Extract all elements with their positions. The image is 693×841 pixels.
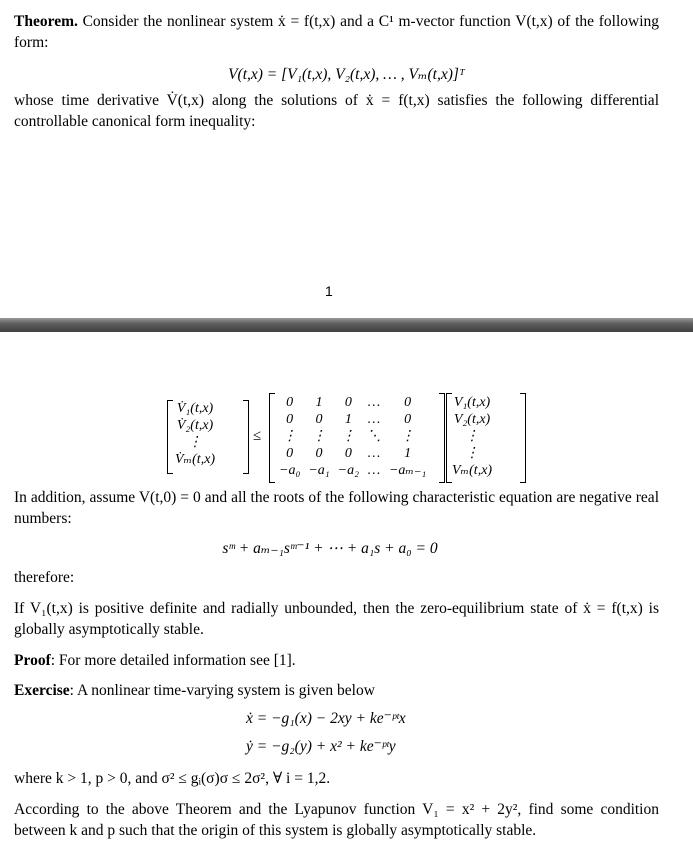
matrix-cell: 0 xyxy=(344,446,352,461)
page-number: 1 xyxy=(325,283,333,299)
matrix-cell: ⋮ xyxy=(400,429,415,444)
addition-paragraph: In addition, assume V(t,0) = 0 and all the roots of the following characteristic equation are negative real numbers: xyxy=(14,489,659,527)
matrix-cell: ⋮ xyxy=(341,429,356,444)
matrix-cell: … xyxy=(367,412,381,427)
matrix-cell: 1 xyxy=(404,446,412,461)
matrix-cell: 0 xyxy=(315,446,323,461)
matrix-cell: … xyxy=(367,446,381,461)
proof-text: : For more detailed information see [1]. xyxy=(50,652,296,669)
exercise-label: Exercise xyxy=(14,682,70,699)
matrix-cell: 0 xyxy=(286,412,294,427)
lhs-entry: ⋮ xyxy=(188,435,203,450)
rhs-entry: V₂(t,x) xyxy=(453,412,491,427)
system-equation-1: ẋ = −g₁(x) − 2xy + ke⁻ᵖᵗx xyxy=(246,710,406,727)
rhs-entry: V₁(t,x) xyxy=(453,395,491,410)
matrix-cell: −a₂ xyxy=(337,463,359,478)
matrix-cell: 0 xyxy=(286,395,294,410)
rhs-entry: ⋮ xyxy=(465,429,480,444)
rhs-bracket-right xyxy=(520,393,526,483)
theorem-statement xyxy=(14,11,659,53)
lhs-entry: V̇ₘ(t,x) xyxy=(175,452,216,467)
matrix-cell: 0 xyxy=(404,412,412,427)
matrix-cell: ⋱ xyxy=(366,429,381,444)
matrix-cell: … xyxy=(367,395,381,410)
lhs-entry: V̇₁(t,x) xyxy=(176,401,214,416)
derivative-paragraph: whose time derivative V̇(t,x) along the solutions of ẋ = f(t,x) satisfies the following differential controllable canonical form inequality: xyxy=(14,92,659,130)
matrix-cell: 0 xyxy=(315,412,323,427)
where-conditions: where k > 1, p > 0, and σ² ≤ gᵢ(σ)σ ≤ 2σ², ∀ i = 1,2. xyxy=(14,770,331,787)
final-question: According to the above Theorem and the Lyapunov function V₁ = x² + 2y², find some condition between k and p such that the origin of this system is globally asymptotically stable. xyxy=(14,801,659,839)
lhs-entry: V̇₂(t,x) xyxy=(176,418,214,433)
lhs-bracket-right xyxy=(243,400,249,474)
page-break-bar xyxy=(0,318,693,332)
rhs-vector xyxy=(448,394,496,479)
matrix-cell: 0 xyxy=(404,395,412,410)
matrix-bracket-right xyxy=(439,393,445,483)
matrix-cell: 1 xyxy=(315,395,323,410)
matrix-cell: ⋮ xyxy=(282,429,297,444)
matrix-inequality xyxy=(165,393,525,483)
vector-equation: V(t,x) = [V₁(t,x), V₂(t,x), … , Vₘ(t,x)]ᵀ xyxy=(228,66,465,83)
exercise-line xyxy=(14,680,659,701)
rhs-entry: ⋮ xyxy=(465,446,480,461)
matrix-cell: −a₀ xyxy=(279,463,301,478)
system-equation-2: ẏ = −g₂(y) + x² + ke⁻ᵖᵗy xyxy=(246,738,396,755)
matrix-cell: ⋮ xyxy=(311,429,326,444)
matrix-cell: 1 xyxy=(344,412,352,427)
matrix-cell: … xyxy=(367,463,381,478)
rhs-entry: Vₘ(t,x) xyxy=(452,463,493,478)
therefore-line: therefore: xyxy=(14,569,75,586)
matrix-cell: 0 xyxy=(344,395,352,410)
theorem-intro: Consider the nonlinear system ẋ = f(t,x) and a C¹ m-vector function V(t,x) of the following form: xyxy=(14,13,659,51)
conclusion-paragraph: If V₁(t,x) is positive definite and radially unbounded, then the zero-equilibrium state of ẋ = f(t,x) is globally asymptotically stable. xyxy=(14,600,659,638)
characteristic-equation: sᵐ + aₘ₋₁sᵐ⁻¹ + ⋯ + a₁s + a₀ = 0 xyxy=(222,540,438,557)
theorem-heading: Theorem. xyxy=(14,13,78,30)
coefficient-matrix xyxy=(275,394,430,479)
matrix-cell: −a₁ xyxy=(308,463,330,478)
matrix-cell: 0 xyxy=(286,446,294,461)
proof-label: Proof xyxy=(14,652,51,669)
exercise-text: : A nonlinear time-varying system is given below xyxy=(69,682,375,699)
proof-line xyxy=(14,650,659,671)
matrix-cell: −aₘ₋₁ xyxy=(388,463,427,478)
leq-sign: ≤ xyxy=(253,428,262,444)
lhs-vector xyxy=(171,400,219,468)
